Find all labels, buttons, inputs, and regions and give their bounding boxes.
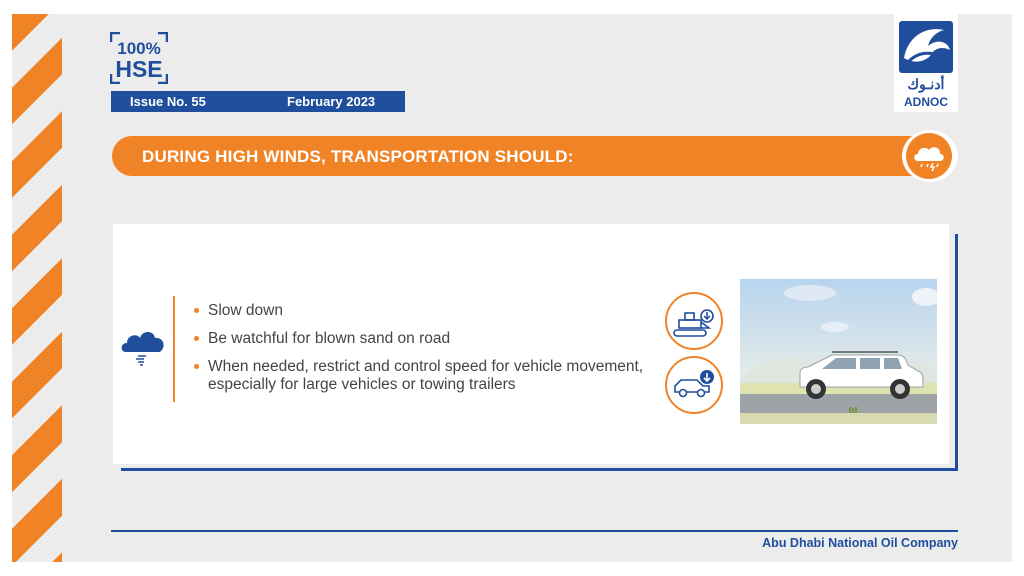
adnoc-logo [894,14,958,112]
hse-logo-bottom: HSE [115,56,163,82]
footer-divider [111,530,958,532]
issue-bar [111,91,405,112]
hse-logo-top: 100% [117,39,161,58]
issue-date: February 2023 [287,94,376,109]
list-item: Slow down [192,302,652,320]
guideline-list [192,302,652,404]
title-banner [112,136,912,176]
card-accent-bottom [121,468,958,471]
storm-cloud-icon [906,133,952,179]
card-accent-right [955,234,958,470]
hazard-stripes [12,14,62,562]
hse-logo-icon [110,32,168,84]
bullet-divider [173,296,175,402]
adnoc-arabic-name: أدنـوك [907,76,945,92]
white-suv-illustration [740,279,937,424]
car-badge [665,356,723,414]
falcon-icon [894,14,958,76]
list-item: Be watchful for blown sand on road [192,330,652,348]
footer-company-name: Abu Dhabi National Oil Company [762,536,958,550]
bulldozer-slow-icon [667,294,721,348]
banner-title: DURING HIGH WINDS, TRANSPORTATION SHOULD: [142,147,574,166]
adnoc-name: ADNOC [904,95,948,109]
car-slow-icon [667,358,721,412]
wind-cloud-icon [120,324,168,368]
bulldozer-badge [665,292,723,350]
issue-number: Issue No. 55 [130,94,206,109]
banner-icon-badge [902,130,958,182]
list-item: When needed, restrict and control speed for vehicle movement, especially for large vehicles or towing trailers [192,358,652,394]
